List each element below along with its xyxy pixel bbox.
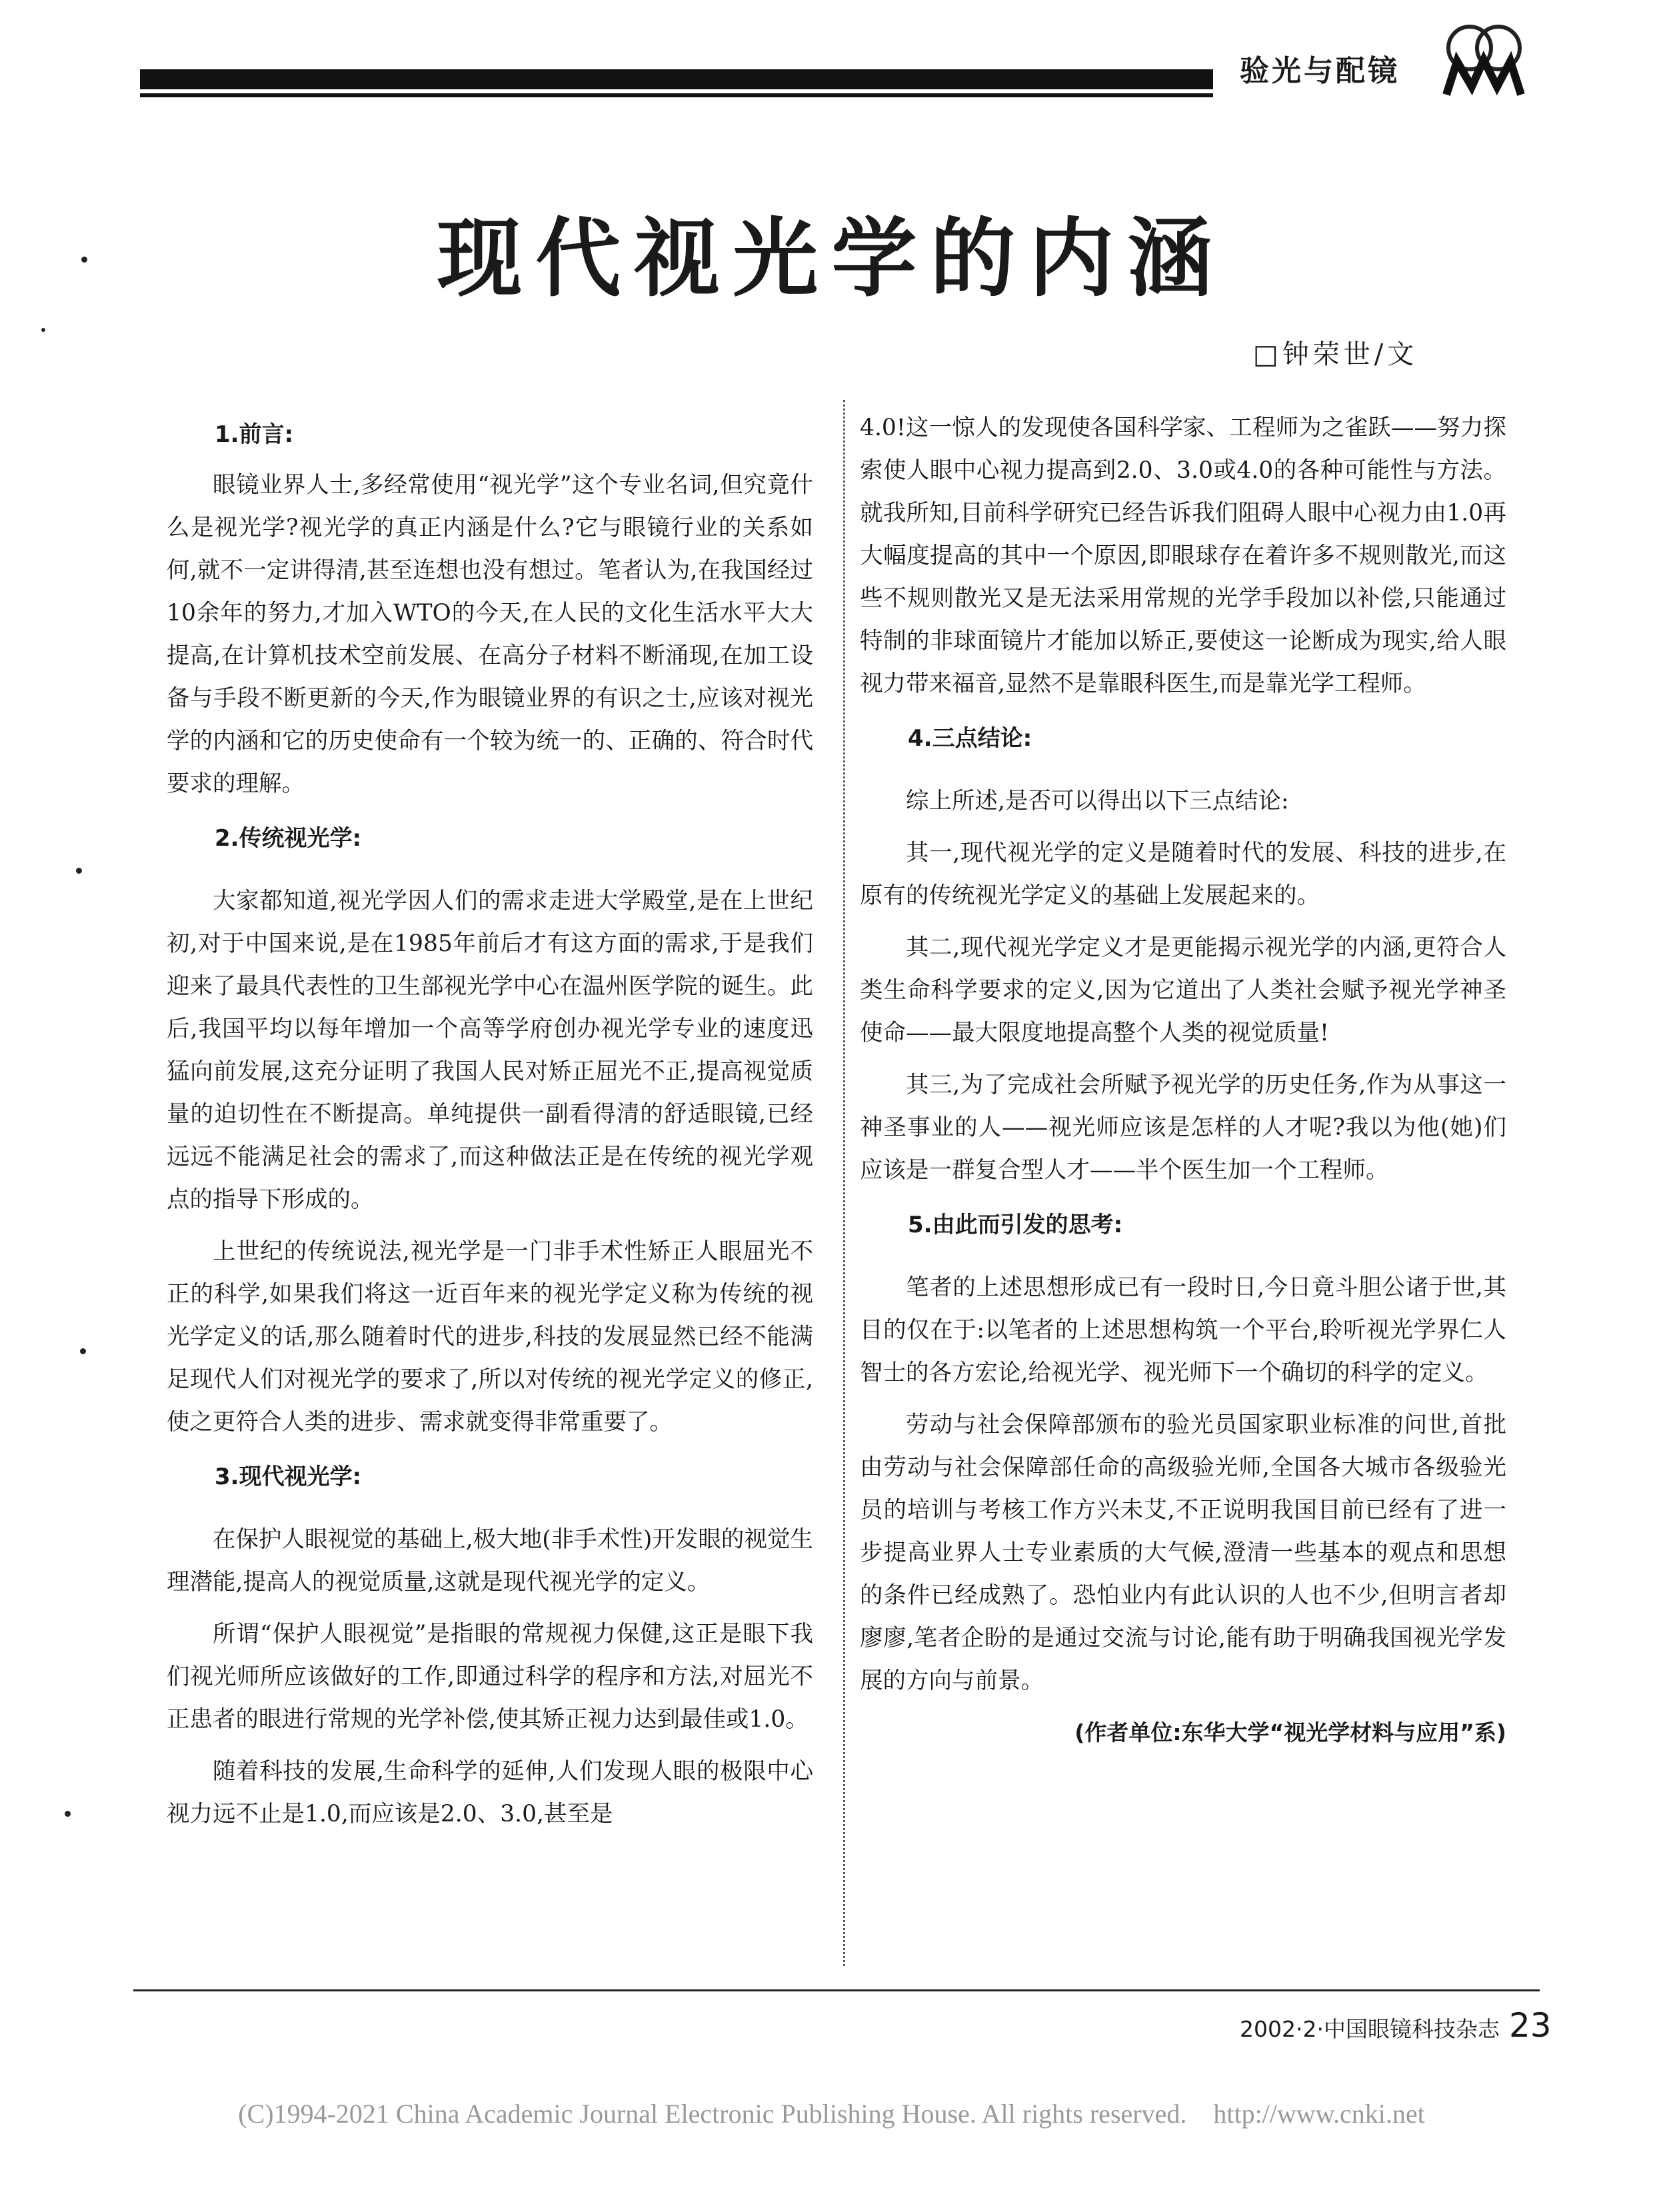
margin-speck (80, 1348, 86, 1354)
right-column (860, 407, 1506, 1754)
author-byline: □钟荣世/文 (1253, 339, 1418, 370)
paragraph: 其一,现代视光学的定义是随着时代的发展、科技的进步,在原有的传统视光学定义的基础上发展起来的。 (860, 840, 1506, 909)
paragraph: 劳动与社会保障部颁布的验光员国家职业标准的问世,首批由劳动与社会保障部任命的高级验光师,全国各大城市各级验光员的培训与考核工作方兴未艾,不正说明我国目前已经有了进一步提高业界人士专业素质的大气候,澄清一些基本的观点和思想的条件已经成熟了。恐怕业内有此认识的人也不少,但明言者却廖廖,笔者企盼的是通过交流与讨论,能有助于明确我国视光学发展的方向与前景。 (860, 1412, 1506, 1694)
copyright-notice: (C)1994-2021 China Academic Journal Electronic Publishing House. All rights reserved. (238, 2099, 1187, 2129)
section-heading-traditional: 2.传统视光学: (215, 825, 362, 852)
margin-speck (41, 328, 45, 332)
cnki-url: http://www.cnki.net (1213, 2099, 1425, 2129)
column-divider (843, 400, 845, 1966)
footer-rule (133, 1989, 1540, 1991)
margin-speck (65, 1811, 71, 1817)
margin-speck (81, 257, 87, 263)
margin-speck (76, 868, 82, 874)
paragraph: 所谓“保护人眼视觉”是指眼的常规视力保健,这正是眼下我们视光师所应该做好的工作,即通过科学的程序和方法,对屈光不正患者的眼进行常规的光学补偿,使其矫正视力达到最佳或1.0。 (167, 1621, 813, 1733)
optical-m-logo-icon (1440, 20, 1526, 100)
section-heading-reflections: 5.由此而引发的思考: (908, 1212, 1123, 1238)
paragraph: 随着科技的发展,生命科学的延伸,人们发现人眼的极限中心视力远不止是1.0,而应该是2.0、3.0,甚至是 (167, 1758, 813, 1827)
header-rule-thick (140, 69, 1213, 89)
paragraph: 其三,为了完成社会所赋予视光学的历史任务,作为从事这一神圣事业的人——视光师应该是怎样的人才呢?我以为他(她)们应该是一群复合型人才——半个医生加一个工程师。 (860, 1072, 1506, 1184)
section-heading-modern: 3.现代视光学: (215, 1464, 362, 1490)
copyright-watermark (0, 2098, 1663, 2129)
section-heading-preface: 1.前言: (215, 421, 294, 448)
paragraph: 综上所述,是否可以得出以下三点结论: (906, 788, 1289, 814)
journal-issue: 2002·2·中国眼镜科技杂志 (1240, 2016, 1500, 2042)
paragraph-continued: 4.0!这一惊人的发现使各国科学家、工程师为之雀跃——努力探索使人眼中心视力提高到2.0、3.0或4.0的各种可能性与方法。就我所知,目前科学研究已经告诉我们阻碍人眼中心视力由1.0再大幅度提高的其中一个原因,即眼球存在着许多不规则散光,而这些不规则散光又是无法采用常规的光学手段加以补偿,只能通过特制的非球面镜片才能加以矫正,要使这一论断成为现实,给人眼视力带来福音,显然不是靠眼科医生,而是靠光学工程师。 (860, 415, 1506, 697)
paragraph: 笔者的上述思想形成已有一段时日,今日竟斗胆公诸于世,其目的仅在于:以笔者的上述思想构筑一个平台,聆听视光学界仁人智士的各方宏论,给视光学、视光师下一个确切的科学的定义。 (860, 1274, 1506, 1386)
section-heading-conclusions: 4.三点结论: (908, 725, 1032, 752)
paragraph: 在保护人眼视觉的基础上,极大地(非手术性)开发眼的视觉生理潜能,提高人的视觉质量,这就是现代视光学的定义。 (167, 1526, 813, 1596)
author-affiliation: (作者单位:东华大学“视光学材料与应用”系) (1074, 1719, 1506, 1745)
left-column (167, 413, 813, 1845)
paragraph: 上世纪的传统说法,视光学是一门非手术性矫正人眼屈光不正的科学,如果我们将这一近百年来的视光学定义称为传统的视光学定义的话,那么随着时代的进步,科技的发展显然已经不能满足现代人们对视光学的要求了,所以对传统的视光学定义的修正,使之更符合人类的进步、需求就变得非常重要了。 (167, 1238, 813, 1436)
paragraph: 眼镜业界人士,多经常使用“视光学”这个专业名词,但究竟什么是视光学?视光学的真正内涵是什么?它与眼镜行业的关系如何,就不一定讲得清,甚至连想也没有想过。笔者认为,在我国经过10余年的努力,才加入WTO的今天,在人民的文化生活水平大大提高,在计算机技术空前发展、在高分子材料不断涌现,在加工设备与手段不断更新的今天,作为眼镜业界的有识之士,应该对视光学的内涵和它的历史使命有一个较为统一的、正确的、符合时代要求的理解。 (167, 472, 813, 797)
article-title: 现代视光学的内涵 (437, 209, 1226, 309)
paragraph: 其二,现代视光学定义才是更能揭示视光学的内涵,更符合人类生命科学要求的定义,因为它道出了人类社会赋予视光学神圣使命——最大限度地提高整个人类的视觉质量! (860, 934, 1506, 1046)
column-section-name: 验光与配镜 (1240, 54, 1400, 88)
paragraph: 大家都知道,视光学因人们的需求走进大学殿堂,是在上世纪初,对于中国来说,是在1985年前后才有这方面的需求,于是我们迎来了最具代表性的卫生部视光学中心在温州医学院的诞生。此后,我国平均以每年增加一个高等学府创办视光学专业的速度迅猛向前发展,这充分证明了我国人民对矫正屈光不正,提高视觉质量的迫切性在不断提高。单纯提供一副看得清的舒适眼镜,已经远远不能满足社会的需求了,而这种做法正是在传统的视光学观点的指导下形成的。 (167, 888, 813, 1213)
page-footer (1240, 2006, 1552, 2045)
header-rule-thin (140, 93, 1213, 97)
page-number: 23 (1508, 2006, 1552, 2045)
